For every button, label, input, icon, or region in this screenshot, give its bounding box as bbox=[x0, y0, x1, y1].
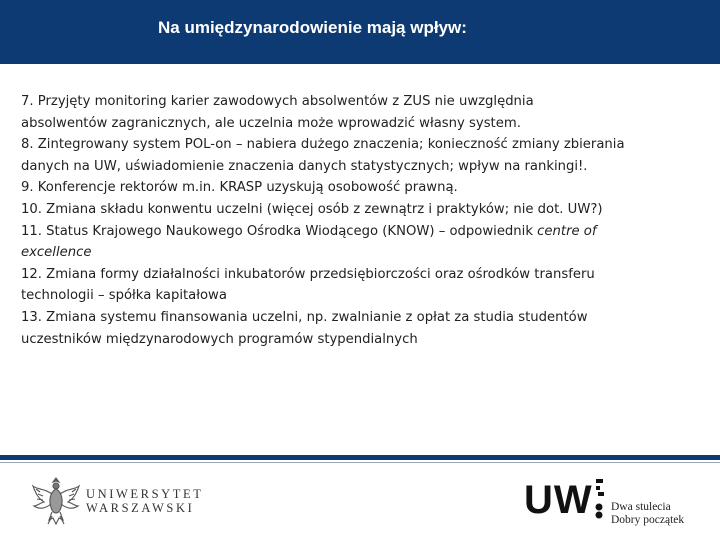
body-line-text: 11. Status Krajowego Naukowego Ośrodka Wiodącego (KNOW) – odpowiednik bbox=[21, 223, 533, 239]
slide-header bbox=[0, 0, 720, 64]
body-line bbox=[21, 221, 701, 243]
body-line: 8. Zintegrowany system POL-on – nabiera dużego znaczenia; konieczność zmiany zbierania bbox=[21, 137, 625, 153]
body-line: 9. Konferencje rektorów m.in. KRASP uzyskują osobowość prawną. bbox=[21, 180, 458, 196]
uw-logo: UW bbox=[524, 478, 593, 522]
body-line: uczestników międzynarodowych programów stypendialnych bbox=[21, 331, 418, 347]
body-line: absolwentów zagranicznych, ale uczelnia może wprowadzić własny system. bbox=[21, 115, 521, 131]
body-line: 12. Zmiana formy działalności inkubatorów przedsiębiorczości oraz ośrodków transferu bbox=[21, 266, 595, 282]
university-name-line1: UNIWERSYTET bbox=[86, 487, 204, 501]
body-line: 10. Zmiana składu konwentu uczelni (więcej osób z zewnątrz i praktyków; nie dot. UW?) bbox=[21, 201, 603, 217]
university-name-line2: WARSZAWSKI bbox=[86, 501, 195, 515]
body-line bbox=[21, 242, 701, 264]
uw-tagline-line1: Dwa stulecia bbox=[611, 501, 671, 513]
uw-logo-mark-icon bbox=[594, 479, 606, 519]
footer-divider bbox=[0, 462, 720, 463]
body-line: technologii – spółka kapitałowa bbox=[21, 288, 227, 304]
body-line: 13. Zmiana systemu finansowania uczelni, np. zwalnianie z opłat za studia studentów bbox=[21, 309, 588, 325]
slide-title: Na umiędzynarodowienie mają wpływ: bbox=[158, 18, 467, 37]
footer-bar bbox=[0, 455, 720, 460]
slide-body bbox=[21, 91, 701, 350]
body-line: danych na UW, uświadomienie znaczenia danych statystycznych; wpływ na rankingi!. bbox=[21, 158, 588, 174]
body-line-italic: excellence bbox=[21, 245, 92, 261]
uw-tagline bbox=[611, 501, 684, 527]
uw-tagline-line2: Dobry początek bbox=[611, 514, 685, 526]
university-eagle-crest-icon bbox=[30, 472, 82, 530]
body-line: 7. Przyjęty monitoring karier zawodowych absolwentów z ZUS nie uwzględnia bbox=[21, 94, 534, 109]
university-name bbox=[86, 487, 203, 515]
body-line-italic: centre of bbox=[537, 223, 597, 239]
